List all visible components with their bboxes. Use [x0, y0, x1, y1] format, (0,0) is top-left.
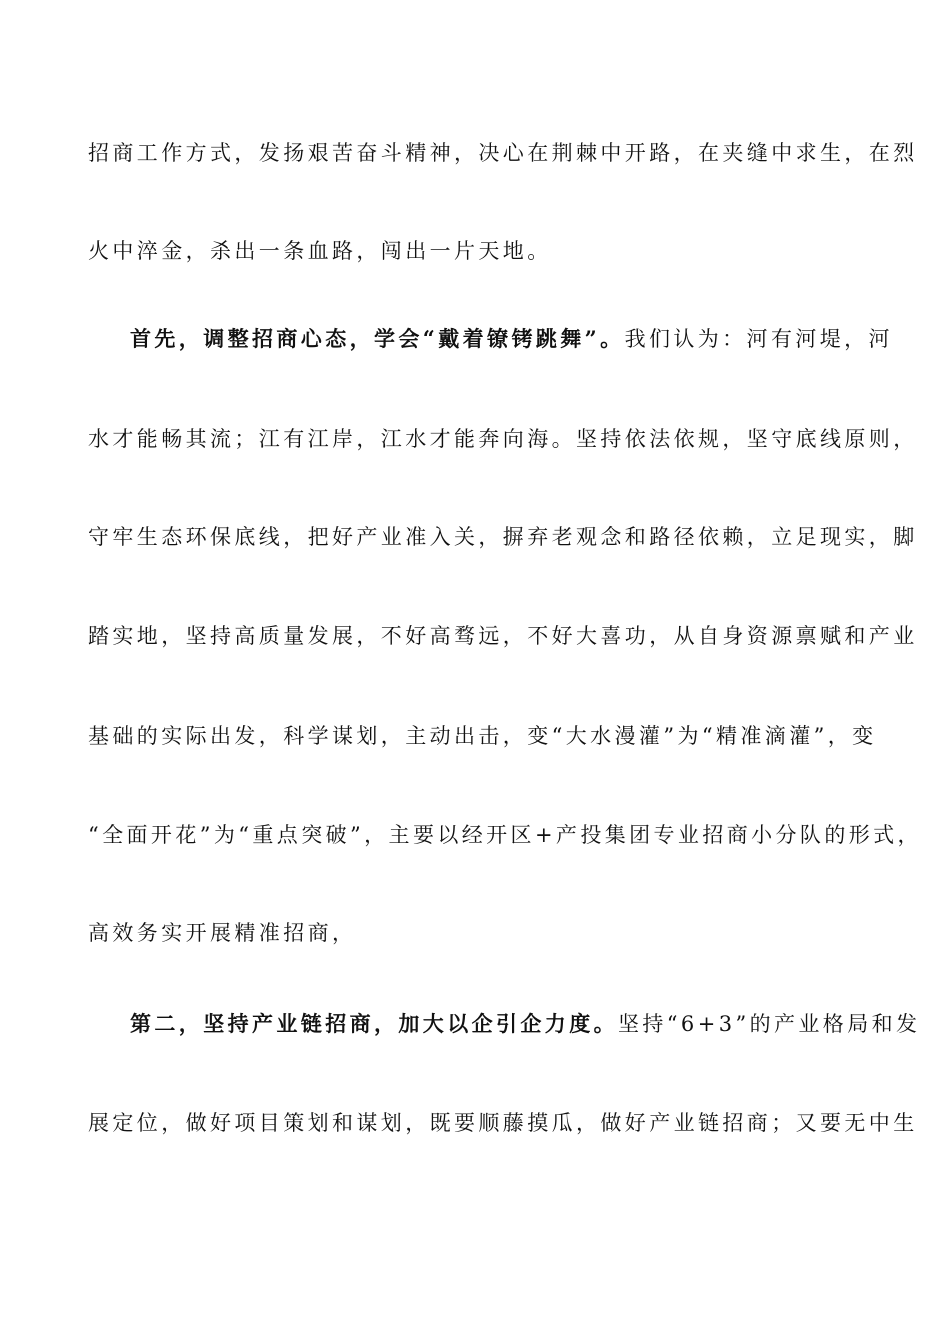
- paragraph-first-line: [130, 1009, 921, 1039]
- text-line: 踏实地，坚持高质量发展，不好高骛远，不好大喜功，从自身资源禀赋和产业: [88, 624, 918, 648]
- text-line: 招商工作方式，发扬艰苦奋斗精神，决心在荆棘中开路，在夹缝中求生，在烈: [88, 141, 918, 165]
- text-line: 高效务实开展精准招商，: [88, 921, 357, 945]
- text-line: 展定位，做好项目策划和谋划，既要顺藤摸瓜，做好产业链招商；又要无中生: [88, 1111, 918, 1135]
- paragraph-text: 坚持“6+3”的产业格局和发: [618, 1012, 921, 1036]
- text-line: “全面开花”为“重点突破”，主要以经开区+产投集团专业招商小分队的形式，: [88, 823, 922, 847]
- text-line: 火中淬金，杀出一条血路，闯出一片天地。: [88, 239, 552, 263]
- text-line: 基础的实际出发，科学谋划，主动出击，变“大水漫灌”为“精准滴灌”，变: [88, 724, 877, 748]
- text-line: 守牢生态环保底线，把好产业准入关，摒弃老观念和路径依赖，立足现实，脚: [88, 525, 918, 549]
- text-line: 水才能畅其流；江有江岸，江水才能奔向海。坚持依法依规，坚守底线原则，: [88, 427, 918, 451]
- paragraph-heading: 首先，调整招商心态，学会“戴着镣铐跳舞”。: [130, 326, 625, 351]
- paragraph-heading: 第二，坚持产业链招商，加大以企引企力度。: [130, 1011, 618, 1036]
- paragraph-text: 我们认为：河有河堤，河: [624, 327, 893, 351]
- paragraph-first-line: [130, 324, 893, 354]
